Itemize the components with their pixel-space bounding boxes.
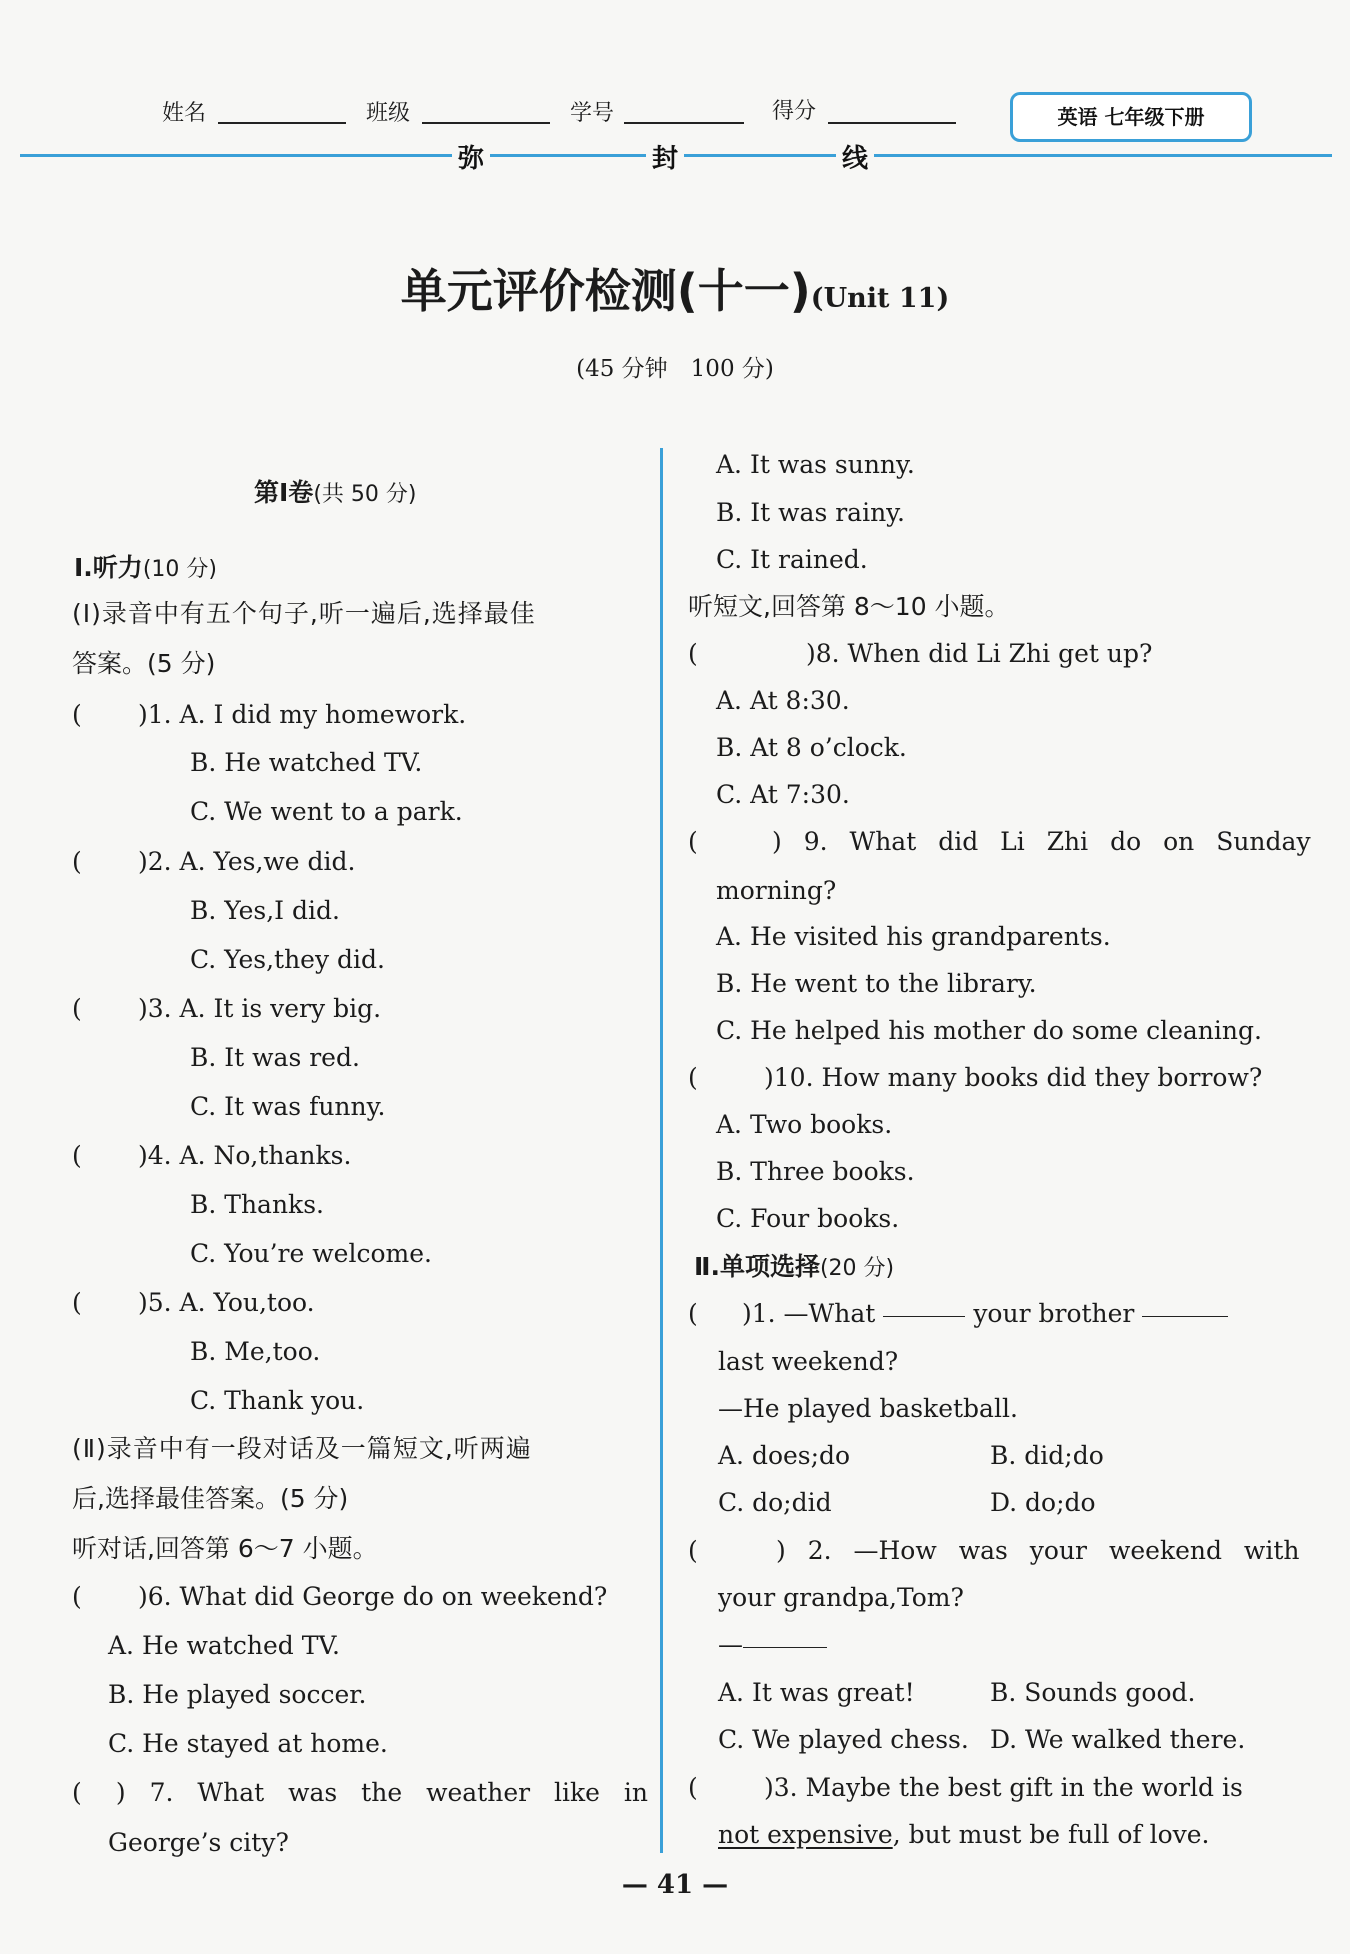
column-divider — [660, 448, 663, 1853]
option-l2-b: B. Yes,I did. — [190, 896, 340, 925]
question-mc2: ( ) 2. —How was your weekend with — [688, 1536, 1300, 1565]
question-mc1-cont: last weekend? — [718, 1347, 899, 1376]
class-blank[interactable] — [422, 100, 550, 124]
subject-badge: 英语 七年级下册 — [1010, 92, 1252, 142]
question-r10: ( )10. How many books did they borrow? — [688, 1063, 1263, 1092]
question-r8: ( )8. When did Li Zhi get up? — [688, 639, 1153, 668]
option-l4-b: B. Thanks. — [190, 1190, 324, 1219]
dialog-intro: 听对话,回答第 6～7 小题。 — [72, 1534, 378, 1563]
name-blank[interactable] — [218, 100, 346, 124]
question-l6: ( )6. What did George do on weekend? — [72, 1582, 608, 1611]
section-1-heading: Ⅰ.听力(10 分) — [74, 553, 217, 582]
question-mc3: ( )3. Maybe the best gift in the world is — [688, 1773, 1243, 1802]
question-r9-cont: morning? — [716, 876, 837, 905]
section-2-heading: Ⅱ.单项选择(20 分) — [694, 1252, 895, 1281]
time-score-info: (45 分钟 100 分) — [576, 356, 774, 382]
question-r9: ( ) 9. What did Li Zhi do on Sunday — [688, 827, 1311, 856]
option-mc2-d: D. We walked there. — [990, 1725, 1246, 1754]
option-l6-a: A. He watched TV. — [108, 1631, 340, 1660]
option-r10-c: C. Four books. — [716, 1204, 900, 1233]
question-mc1-answer: —He played basketball. — [718, 1394, 1018, 1423]
option-l3-b: B. It was red. — [190, 1043, 360, 1072]
title-unit: (Unit 11) — [810, 283, 950, 314]
option-r8-b: B. At 8 o’clock. — [716, 733, 907, 762]
seal-char-1: 弥 — [452, 138, 490, 175]
option-l6-c: C. He stayed at home. — [108, 1729, 388, 1758]
score-blank[interactable] — [828, 100, 956, 124]
name-label: 姓名 — [162, 101, 207, 126]
option-r8-c: C. At 7:30. — [716, 780, 850, 809]
option-mc2-b: B. Sounds good. — [990, 1678, 1196, 1707]
option-l5-b: B. Me,too. — [190, 1337, 321, 1366]
option-l6-b: B. He played soccer. — [108, 1680, 367, 1709]
seal-char-3: 线 — [836, 138, 874, 175]
question-l7: ( ) 7. What was the weather like in — [72, 1778, 648, 1807]
option-mc1-a: A. does;do — [718, 1441, 851, 1470]
option-l4-c: C. You’re welcome. — [190, 1239, 432, 1268]
question-l3: ( )3. A. It is very big. — [72, 994, 382, 1023]
question-l1: ( )1. A. I did my homework. — [72, 700, 467, 729]
option-l1-c: C. We went to a park. — [190, 797, 463, 826]
title-main: 单元评价检测(十一) — [400, 264, 811, 318]
part-1-instruction-2: 答案。(5 分) — [72, 649, 216, 678]
part-2-instruction-2: 后,选择最佳答案。(5 分) — [72, 1484, 349, 1513]
blank-mc2[interactable] — [743, 1646, 827, 1648]
option-r9-a: A. He visited his grandparents. — [716, 922, 1111, 951]
option-mc2-a: A. It was great! — [718, 1678, 915, 1707]
option-l5-c: C. Thank you. — [190, 1386, 365, 1415]
student-id-label: 学号 — [570, 101, 615, 126]
blank-mc1-1[interactable] — [883, 1315, 965, 1317]
option-r10-b: B. Three books. — [716, 1157, 915, 1186]
part-2-instruction: (Ⅱ)录音中有一段对话及一篇短文,听两遍 — [72, 1434, 532, 1463]
option-r7-a: A. It was sunny. — [716, 450, 915, 479]
score-label: 得分 — [772, 99, 817, 124]
student-id-blank[interactable] — [624, 100, 744, 124]
page-title — [0, 255, 1350, 321]
option-r7-c: C. It rained. — [716, 545, 868, 574]
option-r9-c: C. He helped his mother do some cleaning. — [716, 1016, 1262, 1045]
option-r8-a: A. At 8:30. — [716, 686, 850, 715]
option-l2-c: C. Yes,they did. — [190, 945, 385, 974]
question-l2: ( )2. A. Yes,we did. — [72, 847, 356, 876]
option-mc2-c: C. We played chess. — [718, 1725, 969, 1754]
option-mc1-b: B. did;do — [990, 1441, 1104, 1470]
option-r9-b: B. He went to the library. — [716, 969, 1037, 998]
page-number: — 41 — — [621, 1870, 729, 1900]
question-l4: ( )4. A. No,thanks. — [72, 1141, 352, 1170]
underlined-phrase: not expensive — [718, 1820, 893, 1849]
option-r7-b: B. It was rainy. — [716, 498, 905, 527]
question-mc2-answer: — — [718, 1630, 835, 1660]
option-l3-c: C. It was funny. — [190, 1092, 386, 1121]
question-mc2-cont: your grandpa,Tom? — [718, 1583, 964, 1612]
passage-intro: 听短文,回答第 8～10 小题。 — [688, 592, 1010, 621]
option-mc1-c: C. do;did — [718, 1488, 832, 1517]
part-1-instruction: (Ⅰ)录音中有五个句子,听一遍后,选择最佳 — [72, 599, 536, 628]
blank-mc1-2[interactable] — [1142, 1315, 1228, 1317]
seal-char-2: 封 — [646, 138, 684, 175]
question-mc3-cont: not expensive, but must be full of love. — [718, 1820, 1210, 1849]
option-r10-a: A. Two books. — [716, 1110, 893, 1139]
question-l5: ( )5. A. You,too. — [72, 1288, 315, 1317]
class-label: 班级 — [366, 101, 411, 126]
question-mc1: ( )1. —What your brother — [688, 1299, 1236, 1329]
option-mc1-d: D. do;do — [990, 1488, 1096, 1517]
volume-heading: 第Ⅰ卷(共 50 分) — [254, 478, 417, 507]
option-l1-b: B. He watched TV. — [190, 748, 423, 777]
question-l7-cont: George’s city? — [108, 1828, 289, 1857]
